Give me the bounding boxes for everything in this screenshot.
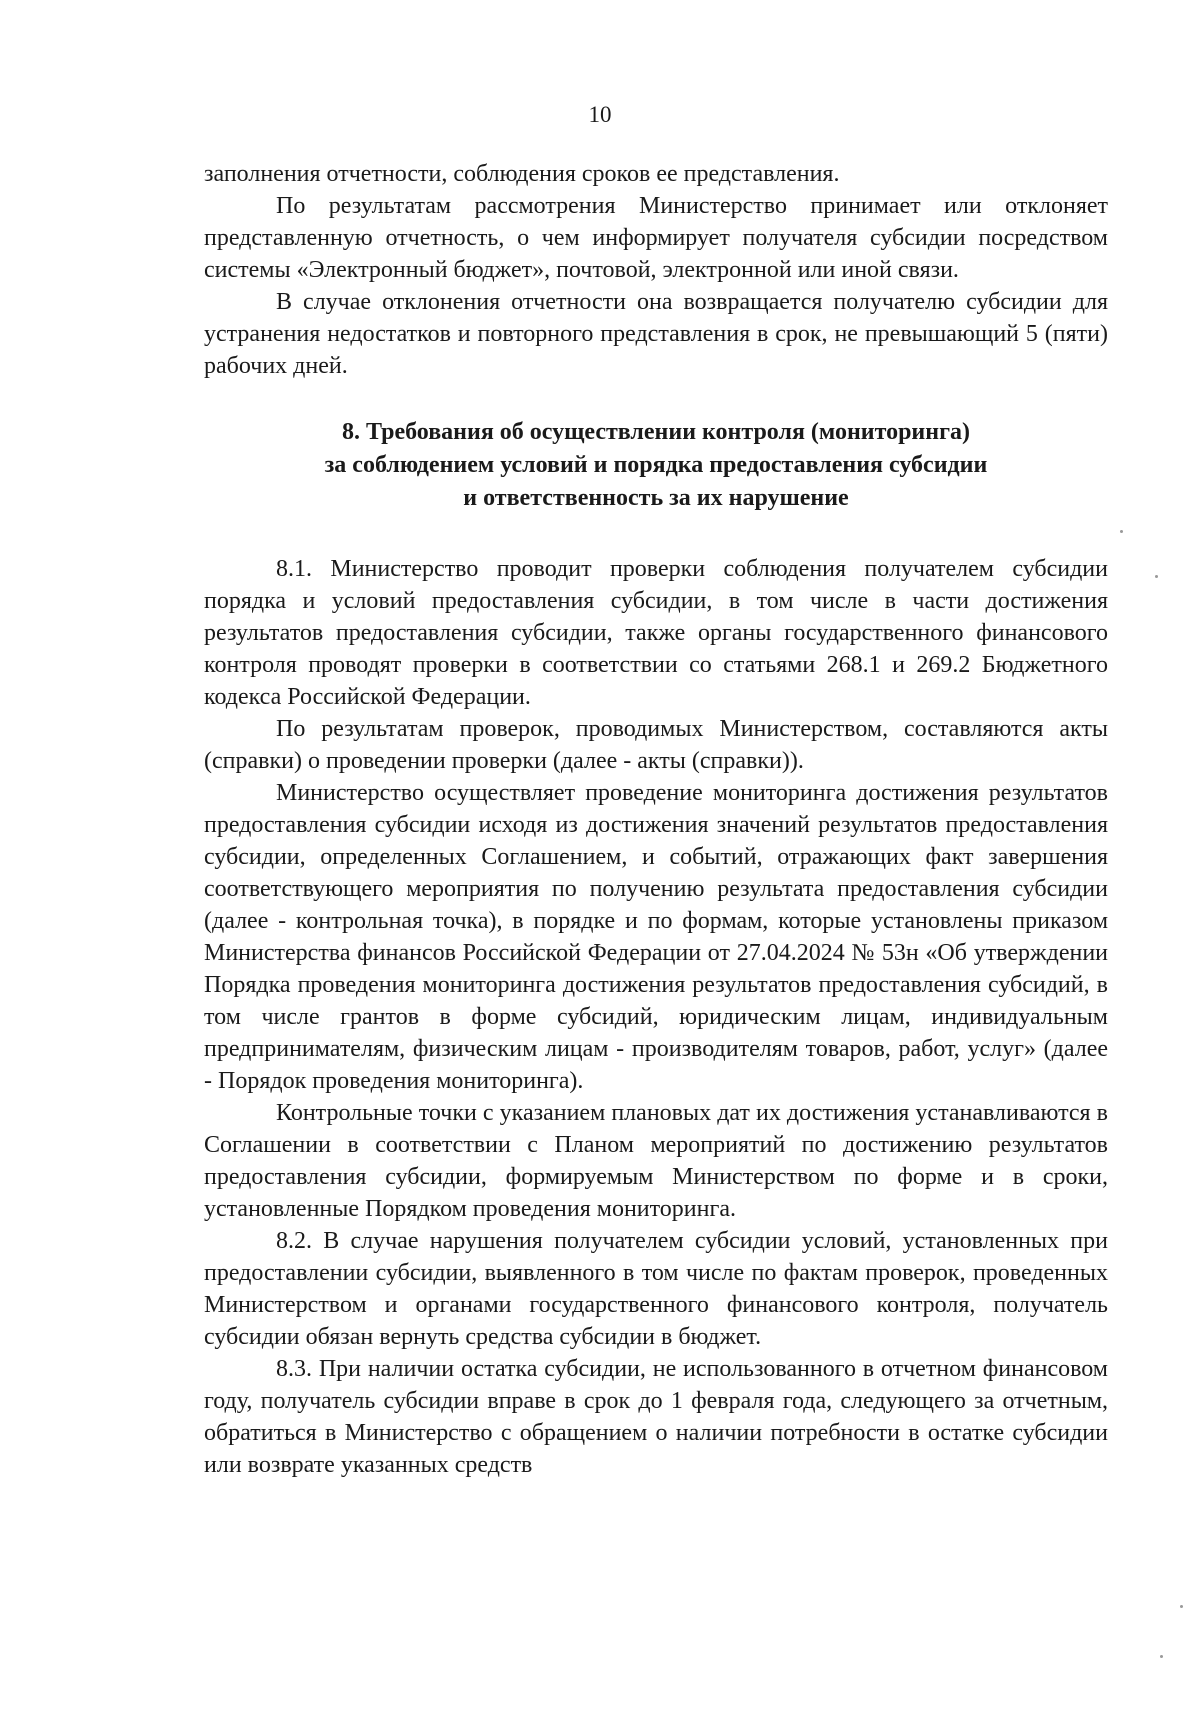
paragraph: В случае отклонения отчетности она возвращается получателю субсидии для устранения недостатков и повторного представления в срок, не превышающий 5 (пяти) рабочих дней. — [204, 289, 1108, 379]
paragraph: Контрольные точки с указанием плановых дат их достижения устанавливаются в Соглашении в соответствии с Планом мероприятий по достижению результатов предоставления субсидии, формируемым Министерством по форме и в сроки, установленные Порядком проведения мониторинга. — [204, 1100, 1108, 1222]
paragraph-8-3: 8.3. При наличии остатка субсидии, не использованного в отчетном финансовом году, получатель субсидии вправе в срок до 1 февраля года, следующего за отчетным, обратиться в Министерство с обращением о наличии потребности в остатке субсидии или возврате указанных средств — [204, 1356, 1108, 1478]
page-number: 10 — [588, 102, 612, 127]
section-heading — [204, 416, 1108, 515]
paragraph: По результатам рассмотрения Министерство принимает или отклоняет представленную отчетность, о чем информирует получателя субсидии посредством системы «Электронный бюджет», почтовой, электронной или иной связи. — [204, 193, 1108, 283]
paragraph: Министерство осуществляет проведение мониторинга достижения результатов предоставления субсидии исходя из достижения значений результатов предоставления субсидии, определенных Соглашением, и событий, отражающих факт завершения соответствующего мероприятия по получению результата предоставления субсидии (далее - контрольная точка), в порядке и по формам, которые установлены приказом Министерства финансов Российской Федерации от 27.04.2024 № 53н «Об утверждении Порядка проведения мониторинга достижения результатов предоставления субсидий, в том числе грантов в форме субсидий, юридическим лицам, индивидуальным предпринимателям, физическим лицам - производителям товаров, работ, услуг» (далее - Порядок проведения мониторинга). — [204, 780, 1108, 1094]
section-heading-line: 8. Требования об осуществлении контроля (мониторинга) — [342, 419, 970, 445]
document-body — [204, 158, 1108, 1481]
scan-speck — [1180, 1605, 1183, 1608]
scan-speck — [1120, 530, 1123, 533]
paragraph: По результатам проверок, проводимых Министерством, составляются акты (справки) о проведении проверки (далее - акты (справки)). — [204, 716, 1108, 774]
paragraph-8-2: 8.2. В случае нарушения получателем субсидии условий, установленных при предоставлении субсидии, выявленного в том числе по фактам проверок, проведенных Министерством и органами государственного финансового контроля, получатель субсидии обязан вернуть средства субсидии в бюджет. — [204, 1228, 1108, 1350]
paragraph: заполнения отчетности, соблюдения сроков ее представления. — [204, 161, 840, 187]
section-heading-line: и ответственность за их нарушение — [463, 485, 849, 511]
scan-speck — [1155, 575, 1158, 578]
section-heading-line: за соблюдением условий и порядка предоставления субсидии — [324, 452, 988, 478]
paragraph-8-1: 8.1. Министерство проводит проверки соблюдения получателем субсидии порядка и условий предоставления субсидии, в том числе в части достижения результатов предоставления субсидии, также органы государственного финансового контроля проводят проверки в соответствии со статьями 268.1 и 269.2 Бюджетного кодекса Российской Федерации. — [204, 556, 1108, 710]
scan-speck — [1160, 1655, 1163, 1658]
